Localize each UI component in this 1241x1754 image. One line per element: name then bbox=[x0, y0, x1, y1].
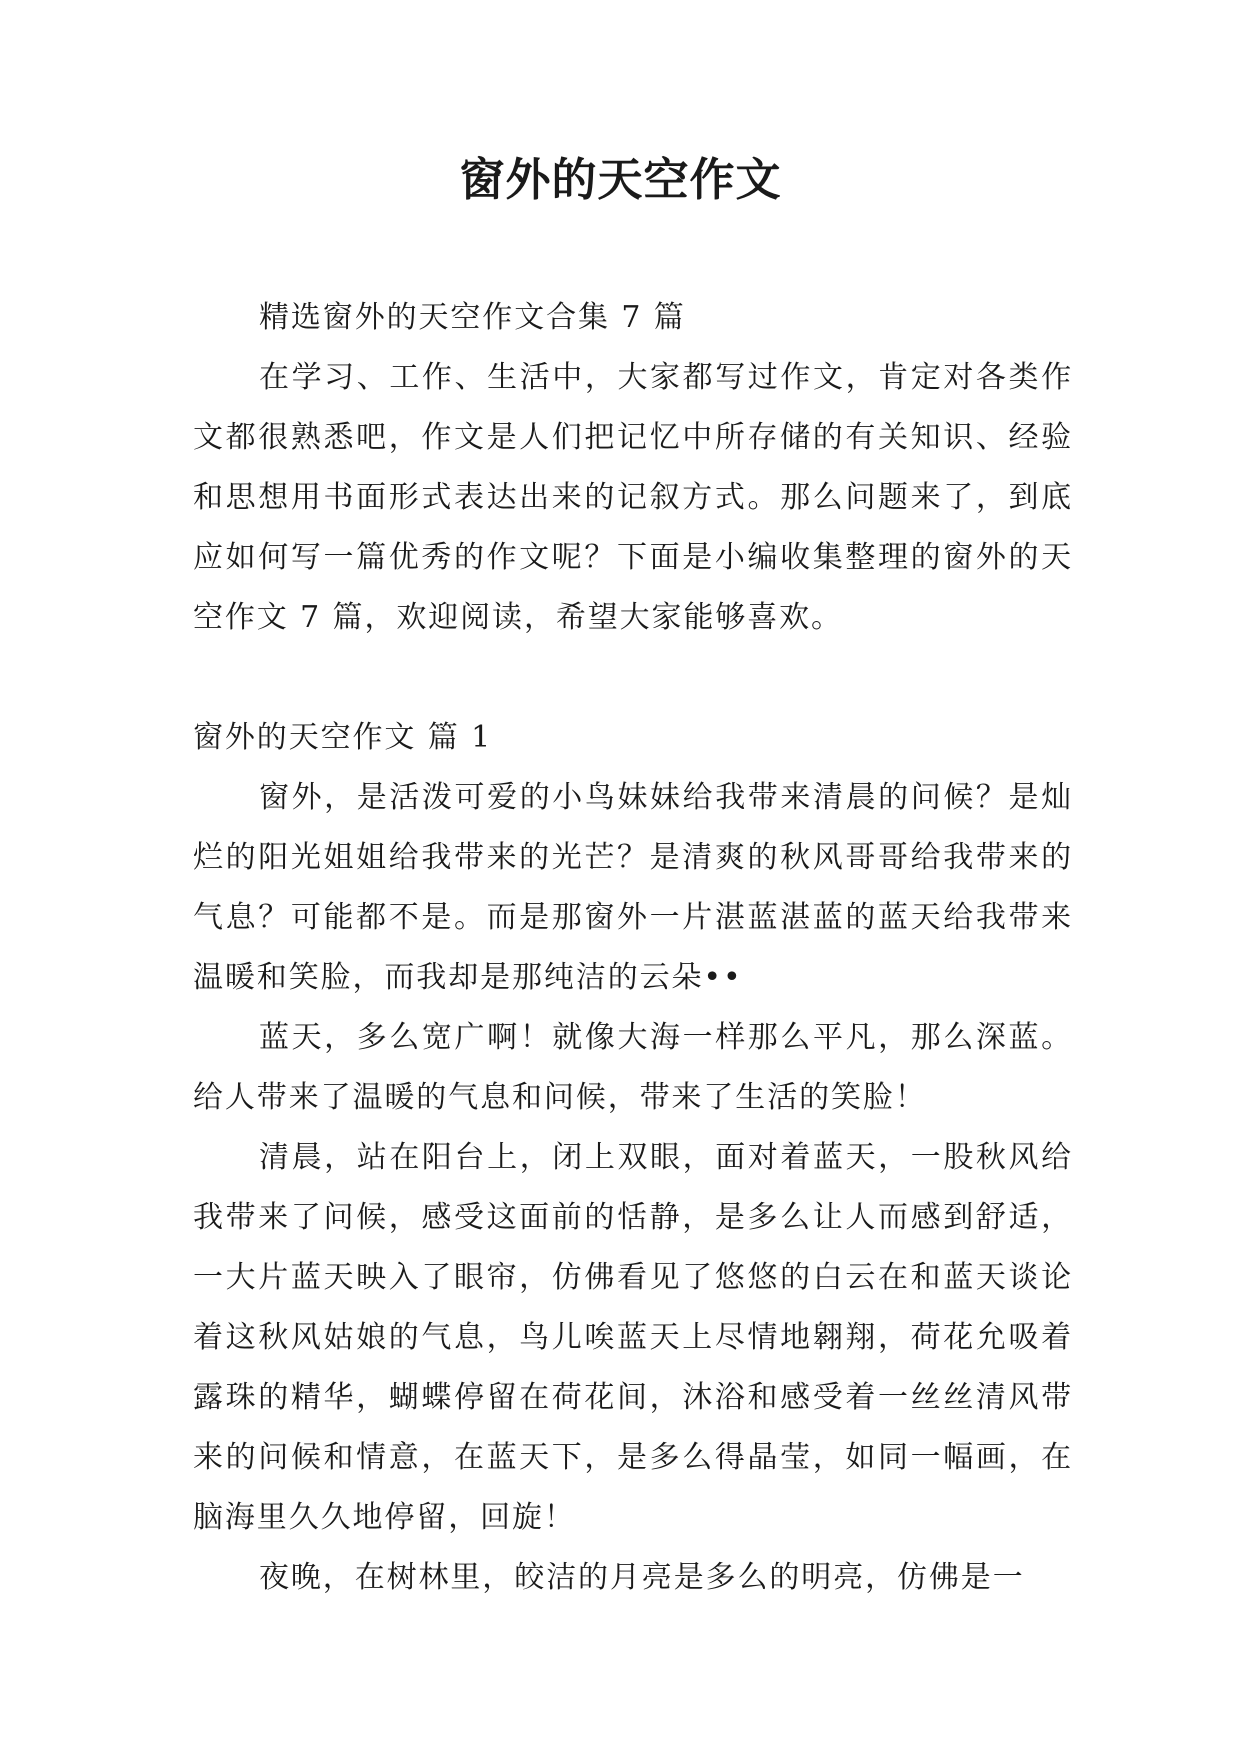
body-paragraph-3: 清晨，站在阳台上，闭上双眼，面对着蓝天，一股秋风给我带来了问候，感受这面前的恬静，是多么让人而感到舒适，一大片蓝天映入了眼帘，仿佛看见了悠悠的白云在和蓝天谈论着这秋风姑娘的气息，鸟儿唉蓝天上尽情地翱翔，荷花允吸着露珠的精华，蝴蝶停留在荷花间，沐浴和感受着一丝丝清风带来的问候和情意，在蓝天下，是多么得晶莹，如同一幅画，在脑海里久久地停留，回旋！ bbox=[193, 1140, 1073, 1535]
section-heading: 窗外的天空作文 篇 1 bbox=[193, 720, 493, 755]
document-body bbox=[193, 288, 1073, 1608]
body-paragraph-4: 夜晚，在树林里，皎洁的月亮是多么的明亮，仿佛是一 bbox=[259, 1560, 1025, 1595]
document-subtitle: 精选窗外的天空作文合集 7 篇 bbox=[259, 300, 686, 335]
document-title: 窗外的天空作文 bbox=[459, 153, 782, 206]
body-paragraph-1: 窗外，是活泼可爱的小鸟妹妹给我带来清晨的问候？是灿烂的阳光姐姐给我带来的光芒？是清爽的秋风哥哥给我带来的气息？可能都不是。而是那窗外一片湛蓝湛蓝的蓝天给我带来温暖和笑脸，而我却是那纯洁的云朵•• bbox=[193, 780, 1073, 995]
intro-paragraph: 在学习、工作、生活中，大家都写过作文，肯定对各类作文都很熟悉吧，作文是人们把记忆中所存储的有关知识、经验和思想用书面形式表达出来的记叙方式。那么问题来了，到底应如何写一篇优秀的作文呢？下面是小编收集整理的窗外的天空作文 7 篇，欢迎阅读，希望大家能够喜欢。 bbox=[193, 360, 1073, 635]
body-paragraph-2: 蓝天，多么宽广啊！就像大海一样那么平凡，那么深蓝。给人带来了温暖的气息和问候，带来了生活的笑脸！ bbox=[193, 1020, 1073, 1115]
